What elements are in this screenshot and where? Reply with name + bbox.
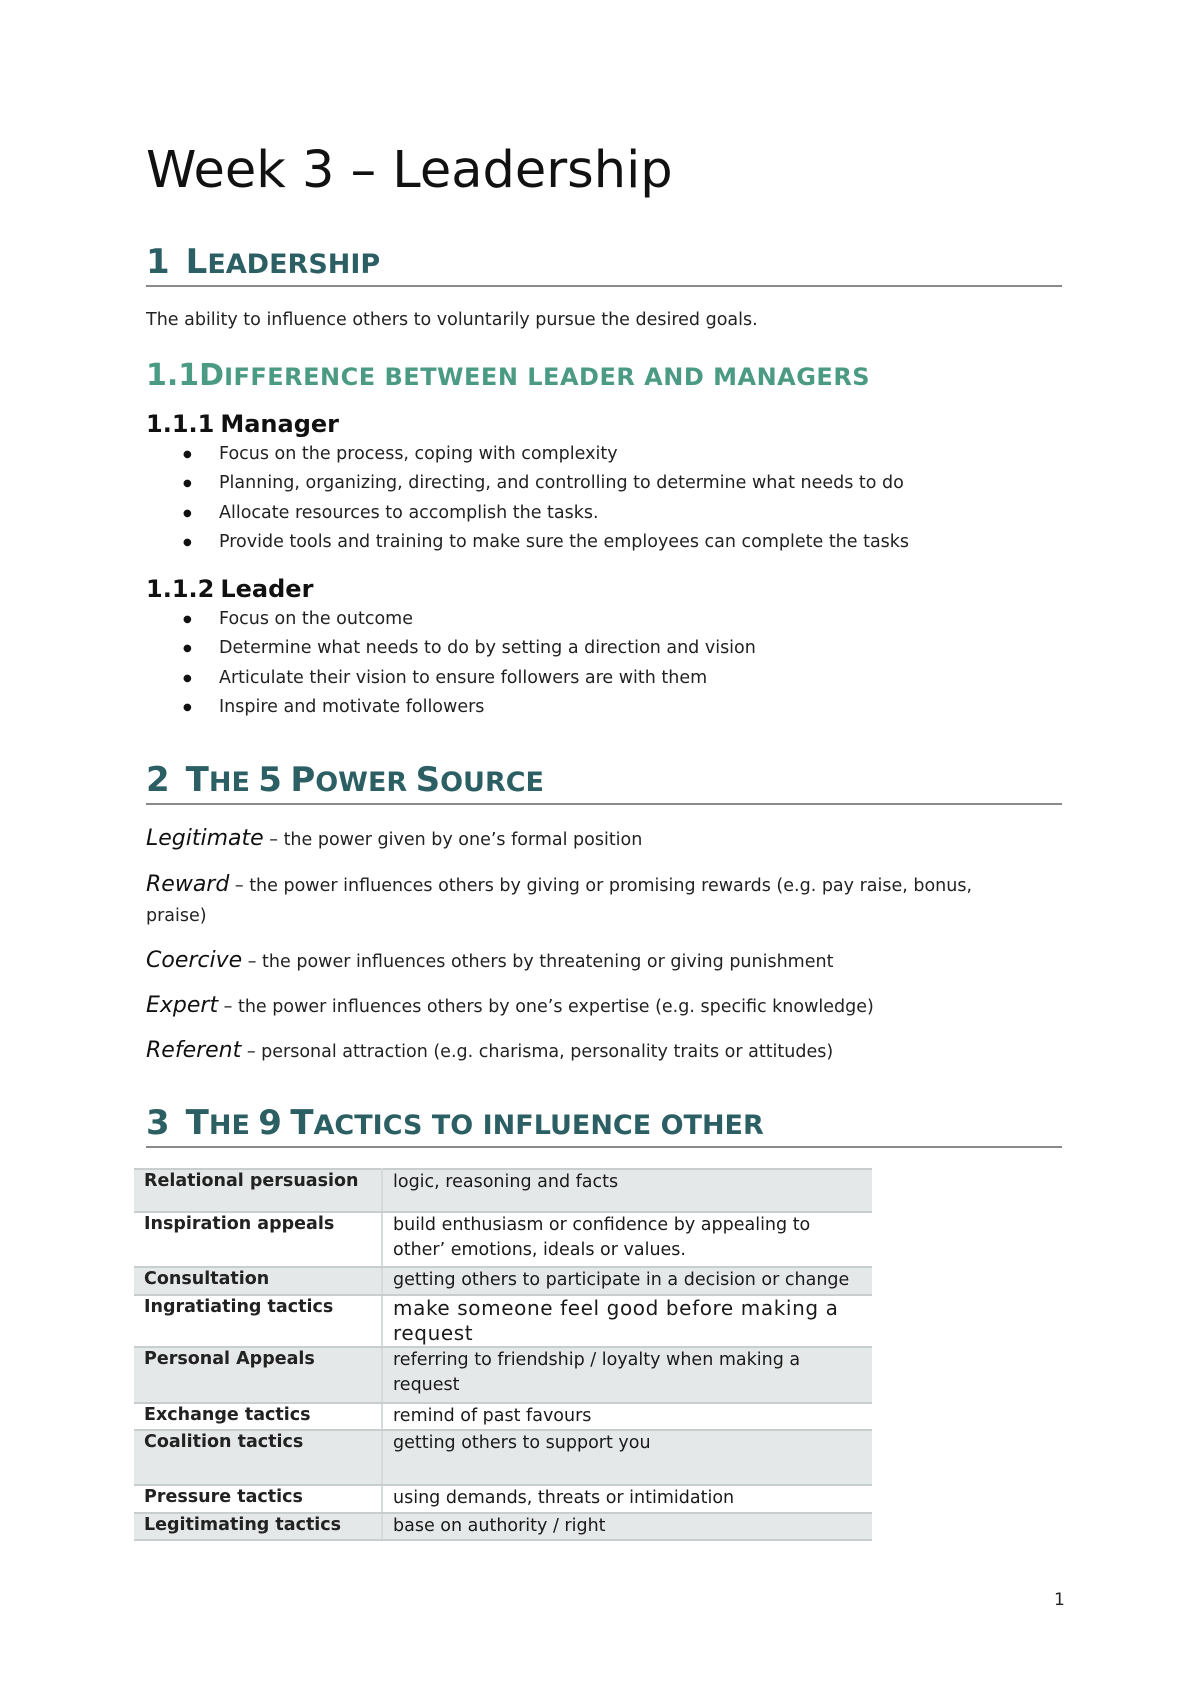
tactic-description: base on authority / right	[382, 1513, 872, 1540]
list-item: ● Provide tools and training to make sure the employees can complete the tasks	[146, 528, 909, 557]
tactic-description: getting others to participate in a decision or change	[382, 1267, 872, 1295]
list-item: ● Allocate resources to accomplish the tasks.	[146, 499, 909, 528]
page-title: Week 3 – Leadership	[146, 141, 673, 200]
tactic-name: Coalition tactics	[134, 1430, 382, 1485]
tactics-table	[134, 1168, 872, 1541]
tactic-name: Exchange tactics	[134, 1403, 382, 1430]
power-legitimate: Legitimate – the power given by one’s formal position	[146, 826, 643, 851]
list-item: ● Articulate their vision to ensure followers are with them	[146, 664, 756, 693]
tactic-description: using demands, threats or intimidation	[382, 1485, 872, 1513]
manager-heading: 1.1.1 Manager	[146, 410, 339, 438]
tactic-name: Ingratiating tactics	[134, 1295, 382, 1347]
power-referent: Referent – personal attraction (e.g. charisma, personality traits or attitudes)	[146, 1038, 834, 1063]
tactic-description: getting others to support you	[382, 1430, 872, 1485]
tactic-name: Inspiration appeals	[134, 1212, 382, 1267]
power-reward: Reward – the power influences others by giving or promising rewards (e.g. pay raise, bonus, praise)	[146, 872, 973, 926]
list-item: ● Planning, organizing, directing, and controlling to determine what needs to do	[146, 469, 909, 498]
list-item: ● Focus on the outcome	[146, 605, 756, 634]
tactic-description: build enthusiasm or confidence by appealing to other’ emotions, ideals or values.	[382, 1212, 872, 1267]
table-row	[134, 1212, 872, 1267]
list-item: ● Determine what needs to do by setting a direction and vision	[146, 634, 756, 663]
tactic-description: logic, reasoning and facts	[382, 1169, 872, 1212]
section-1-1-heading: 1.1DIFFERENCE BETWEEN LEADER AND MANAGERS	[146, 358, 871, 393]
tactic-name: Pressure tactics	[134, 1485, 382, 1513]
table-row	[134, 1485, 872, 1513]
tactic-name: Consultation	[134, 1267, 382, 1295]
tactic-name: Personal Appeals	[134, 1347, 382, 1403]
table-row	[134, 1430, 872, 1485]
tactic-description: referring to friendship / loyalty when making a request	[382, 1347, 872, 1403]
tactic-description: remind of past favours	[382, 1403, 872, 1430]
tactic-name: Relational persuasion	[134, 1169, 382, 1212]
table-row	[134, 1513, 872, 1540]
table-row	[134, 1267, 872, 1295]
table-row	[134, 1347, 872, 1403]
table-row	[134, 1169, 872, 1212]
tactic-description: make someone feel good before making a request	[382, 1295, 872, 1347]
list-item: ● Inspire and motivate followers	[146, 693, 756, 722]
section-3-heading: 3 THE 9 TACTICS TO INFLUENCE OTHER	[146, 1103, 1062, 1148]
power-coercive: Coercive – the power influences others by threatening or giving punishment	[146, 948, 834, 973]
leader-heading: 1.1.2 Leader	[146, 575, 314, 603]
page-number: 1	[1054, 1590, 1065, 1610]
section-1-heading: 1 LEADERSHIP	[146, 242, 1062, 287]
leadership-definition: The ability to influence others to voluntarily pursue the desired goals.	[146, 310, 758, 330]
tactic-name: Legitimating tactics	[134, 1513, 382, 1540]
leader-list	[146, 605, 756, 722]
table-row	[134, 1295, 872, 1347]
manager-list	[146, 440, 909, 557]
section-2-heading: 2 THE 5 POWER SOURCE	[146, 760, 1062, 805]
table-row	[134, 1403, 872, 1430]
power-expert: Expert – the power influences others by one’s expertise (e.g. specific knowledge)	[146, 993, 874, 1018]
list-item: ● Focus on the process, coping with complexity	[146, 440, 909, 469]
